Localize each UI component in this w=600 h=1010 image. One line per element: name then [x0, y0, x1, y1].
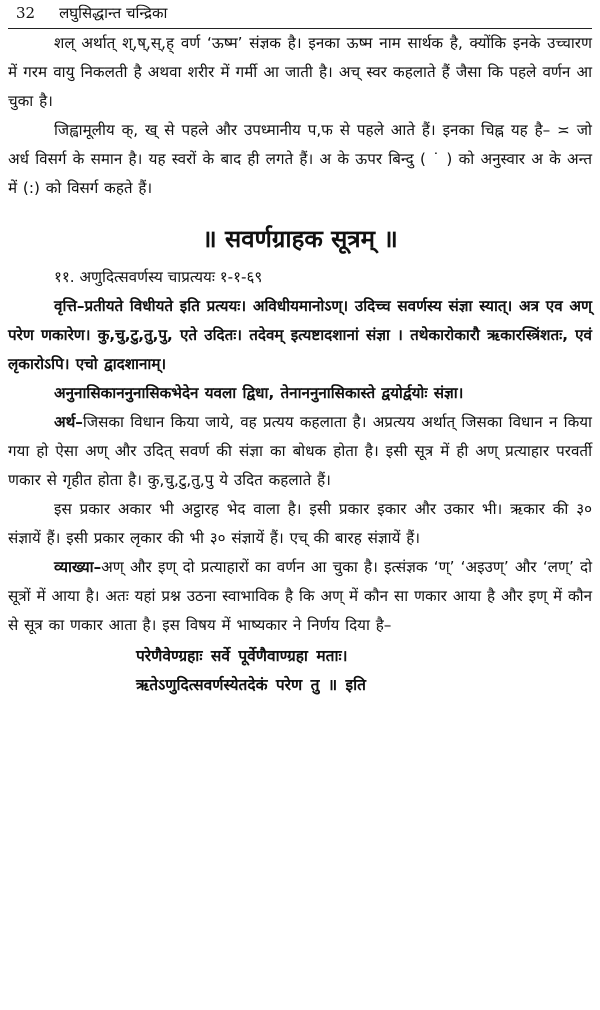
anunasika-paragraph: अनुनासिकाननुनासिकभेदेन यवला द्विधा, तेनाननुनासिकास्ते द्वयोर्द्वयोः संज्ञा।: [54, 384, 464, 402]
verse-line-1: परेणैवेण्ग्रहाः सर्वे पूर्वेणैवाण्ग्रहा मताः।: [136, 647, 348, 665]
section-title: ॥ सवर्णग्राहक सूत्रम् ॥: [202, 225, 398, 253]
paragraph-jihvamuliya: जिह्वामूलीय क्, ख् से पहले और उपध्मानीय प,फ से पहले आते हैं। इनका चिह्न यह है– ≍ जो अर्ध विसर्ग के समान है। यह स्वरों के बाद ही लगते हैं। अ के ऊपर बिन्दु ( ˙ ) को अनुस्वार अ के अन्त में (:) को विसर्ग कहते हैं।: [8, 121, 592, 197]
sutra-heading: ११. अणुदित्सवर्णस्य चाप्रत्ययः १-१-६९: [54, 268, 263, 286]
verse-line-2: ऋतेऽणुदित्सवर्णस्येतदेकं परेण तु ॥ इति: [136, 676, 366, 694]
vyakhya-text: अण् और इण् दो प्रत्याहारों का वर्णन आ चुका है। इत्संज्ञक ‘ण्’ ‘अइउण्’ और ‘लण्’ दो सूत्रों में आया है। अतः यहां प्रश्न उठना स्वाभाविक है कि अण् में कौन सा णकार आया है और इण् में कौन से सूत्र का णकार आता है। इस विषय में भाष्यकार ने निर्णय दिया है–: [8, 558, 592, 634]
vritti-text: प्रतीयते विधीयते इति प्रत्ययः। अविधीयमानोऽण्। उदिच्च सवर्णस्य संज्ञा स्यात्। अत्र एव अण् परेण णकारेण। कु,चु,टु,तु,पु, एते उदितः। तदेवम् इत्यष्टादशानां संज्ञा । तथेकारोकारौ ऋकारस्त्रिंशतः, एवं लृकारोऽपि। एचो द्वादशानाम्।: [8, 297, 592, 373]
vyakhya-paragraph: [8, 553, 592, 640]
page-header: [8, 0, 592, 29]
vritti-label: वृत्ति–: [54, 297, 85, 315]
akara-paragraph: इस प्रकार अकार भी अट्ठारह भेद वाला है। इसी प्रकार इकार और उकार भी। ऋकार की ३० संज्ञायें हैं। इसी प्रकार लृकार की भी ३० संज्ञायें हैं। एच् की बारह संज्ञायें हैं।: [8, 500, 592, 547]
page-number: 32: [16, 4, 36, 22]
paragraph-ushma: शल् अर्थात् श्,ष्,स्,ह् वर्ण ‘ऊष्म’ संज्ञक है। इनका ऊष्म नाम सार्थक है, क्योंकि इनके उच्चारण में गरम वायु निकलती है अथवा शरीर में गर्मी आ जाती है। अच् स्वर कहलाते हैं जैसा कि पहले वर्णन आ चुका है।: [8, 34, 592, 110]
vritti-paragraph: [8, 292, 592, 379]
artha-text: जिसका विधान किया जाये, वह प्रत्यय कहलाता है। अप्रत्यय अर्थात् जिसका विधान न किया गया हो ऐसा अण् और उदित् सवर्ण की संज्ञा का बोधक होता है। इसी सूत्र में ही अण् प्रत्याहार परवर्ती णकार से गृहीत होता है। कु,चु,टु,तु,पु ये उदित कहलाते हैं।: [8, 413, 592, 489]
artha-label: अर्थ–: [54, 413, 83, 431]
running-title: लघुसिद्धान्त चन्द्रिका: [59, 4, 168, 22]
vyakhya-label: व्याख्या–: [54, 558, 102, 576]
artha-paragraph: [8, 408, 592, 495]
